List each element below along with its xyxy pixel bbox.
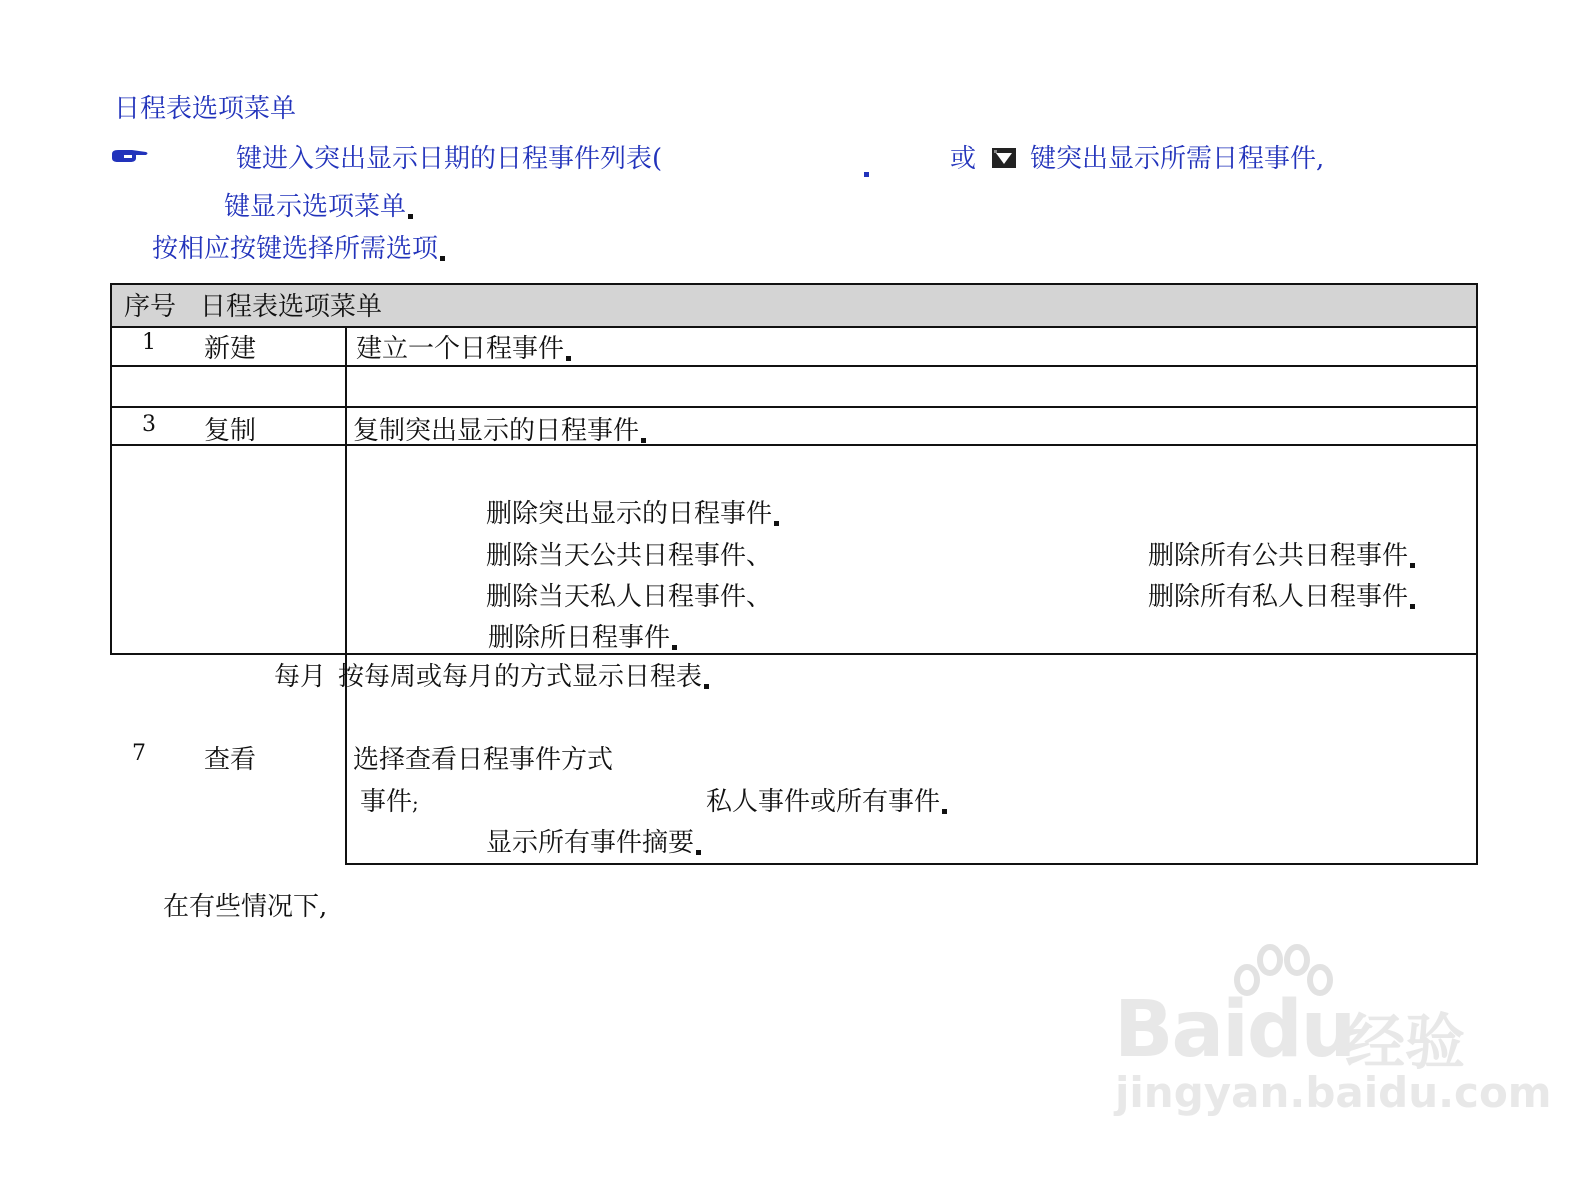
punctuation-mark (862, 158, 869, 177)
delete-line-1: 删除突出显示的日程事件 (486, 499, 773, 529)
row-1-name: 新建 (204, 334, 257, 364)
row-3-name: 复制 (204, 416, 257, 446)
instruction-line-2: 键显示选项菜单 (224, 192, 407, 222)
view-line-4: 显示所有事件摘要 (486, 828, 695, 858)
row-1-desc: 建立一个日程事件 (356, 334, 565, 364)
view-line-3-left: 事件 (360, 787, 413, 817)
delete-line-4: 删除所日程事件 (488, 623, 671, 653)
row-1-no: 1 (142, 330, 156, 355)
view-line-1: 按每周或每月的方式显示日程表 (338, 662, 703, 692)
view-line-2: 选择查看日程事件方式 (353, 745, 614, 775)
hand-pointer-icon (110, 146, 150, 170)
footer-text: 在有些情况下, (163, 892, 328, 922)
page-title: 日程表选项菜单 (114, 94, 297, 124)
row-3-no: 3 (142, 412, 156, 437)
header-title: 日程表选项菜单 (200, 292, 383, 322)
watermark-url: jingyan.baidu.com (1115, 1068, 1552, 1117)
view-line-3-right: 私人事件或所有事件 (706, 787, 941, 817)
watermark-brand: Baidu (1114, 985, 1355, 1075)
instruction-line-3: 按相应按键选择所需选项 (152, 234, 439, 264)
row-3-desc: 复制突出显示的日程事件 (353, 416, 640, 446)
instruction-line-1: 键进入突出显示日期的日程事件列表( (236, 144, 663, 174)
row-7-no: 7 (132, 741, 146, 766)
header-no: 序号 (124, 292, 177, 322)
delete-line-3-left: 删除当天私人日程事件、 (486, 582, 773, 612)
nav-key-icon (990, 144, 1020, 174)
view-lead: 每月 (274, 662, 327, 692)
instruction-line-1-rest: 键突出显示所需日程事件, (1030, 144, 1325, 174)
instruction-or: 或 (950, 144, 977, 174)
row-7-name: 查看 (204, 745, 257, 775)
delete-line-3-right: 删除所有私人日程事件 (1148, 582, 1409, 612)
delete-line-2-right: 删除所有公共日程事件 (1148, 541, 1409, 571)
watermark-suffix: 经验 (1345, 1008, 1465, 1078)
delete-line-2-left: 删除当天公共日程事件、 (486, 541, 773, 571)
